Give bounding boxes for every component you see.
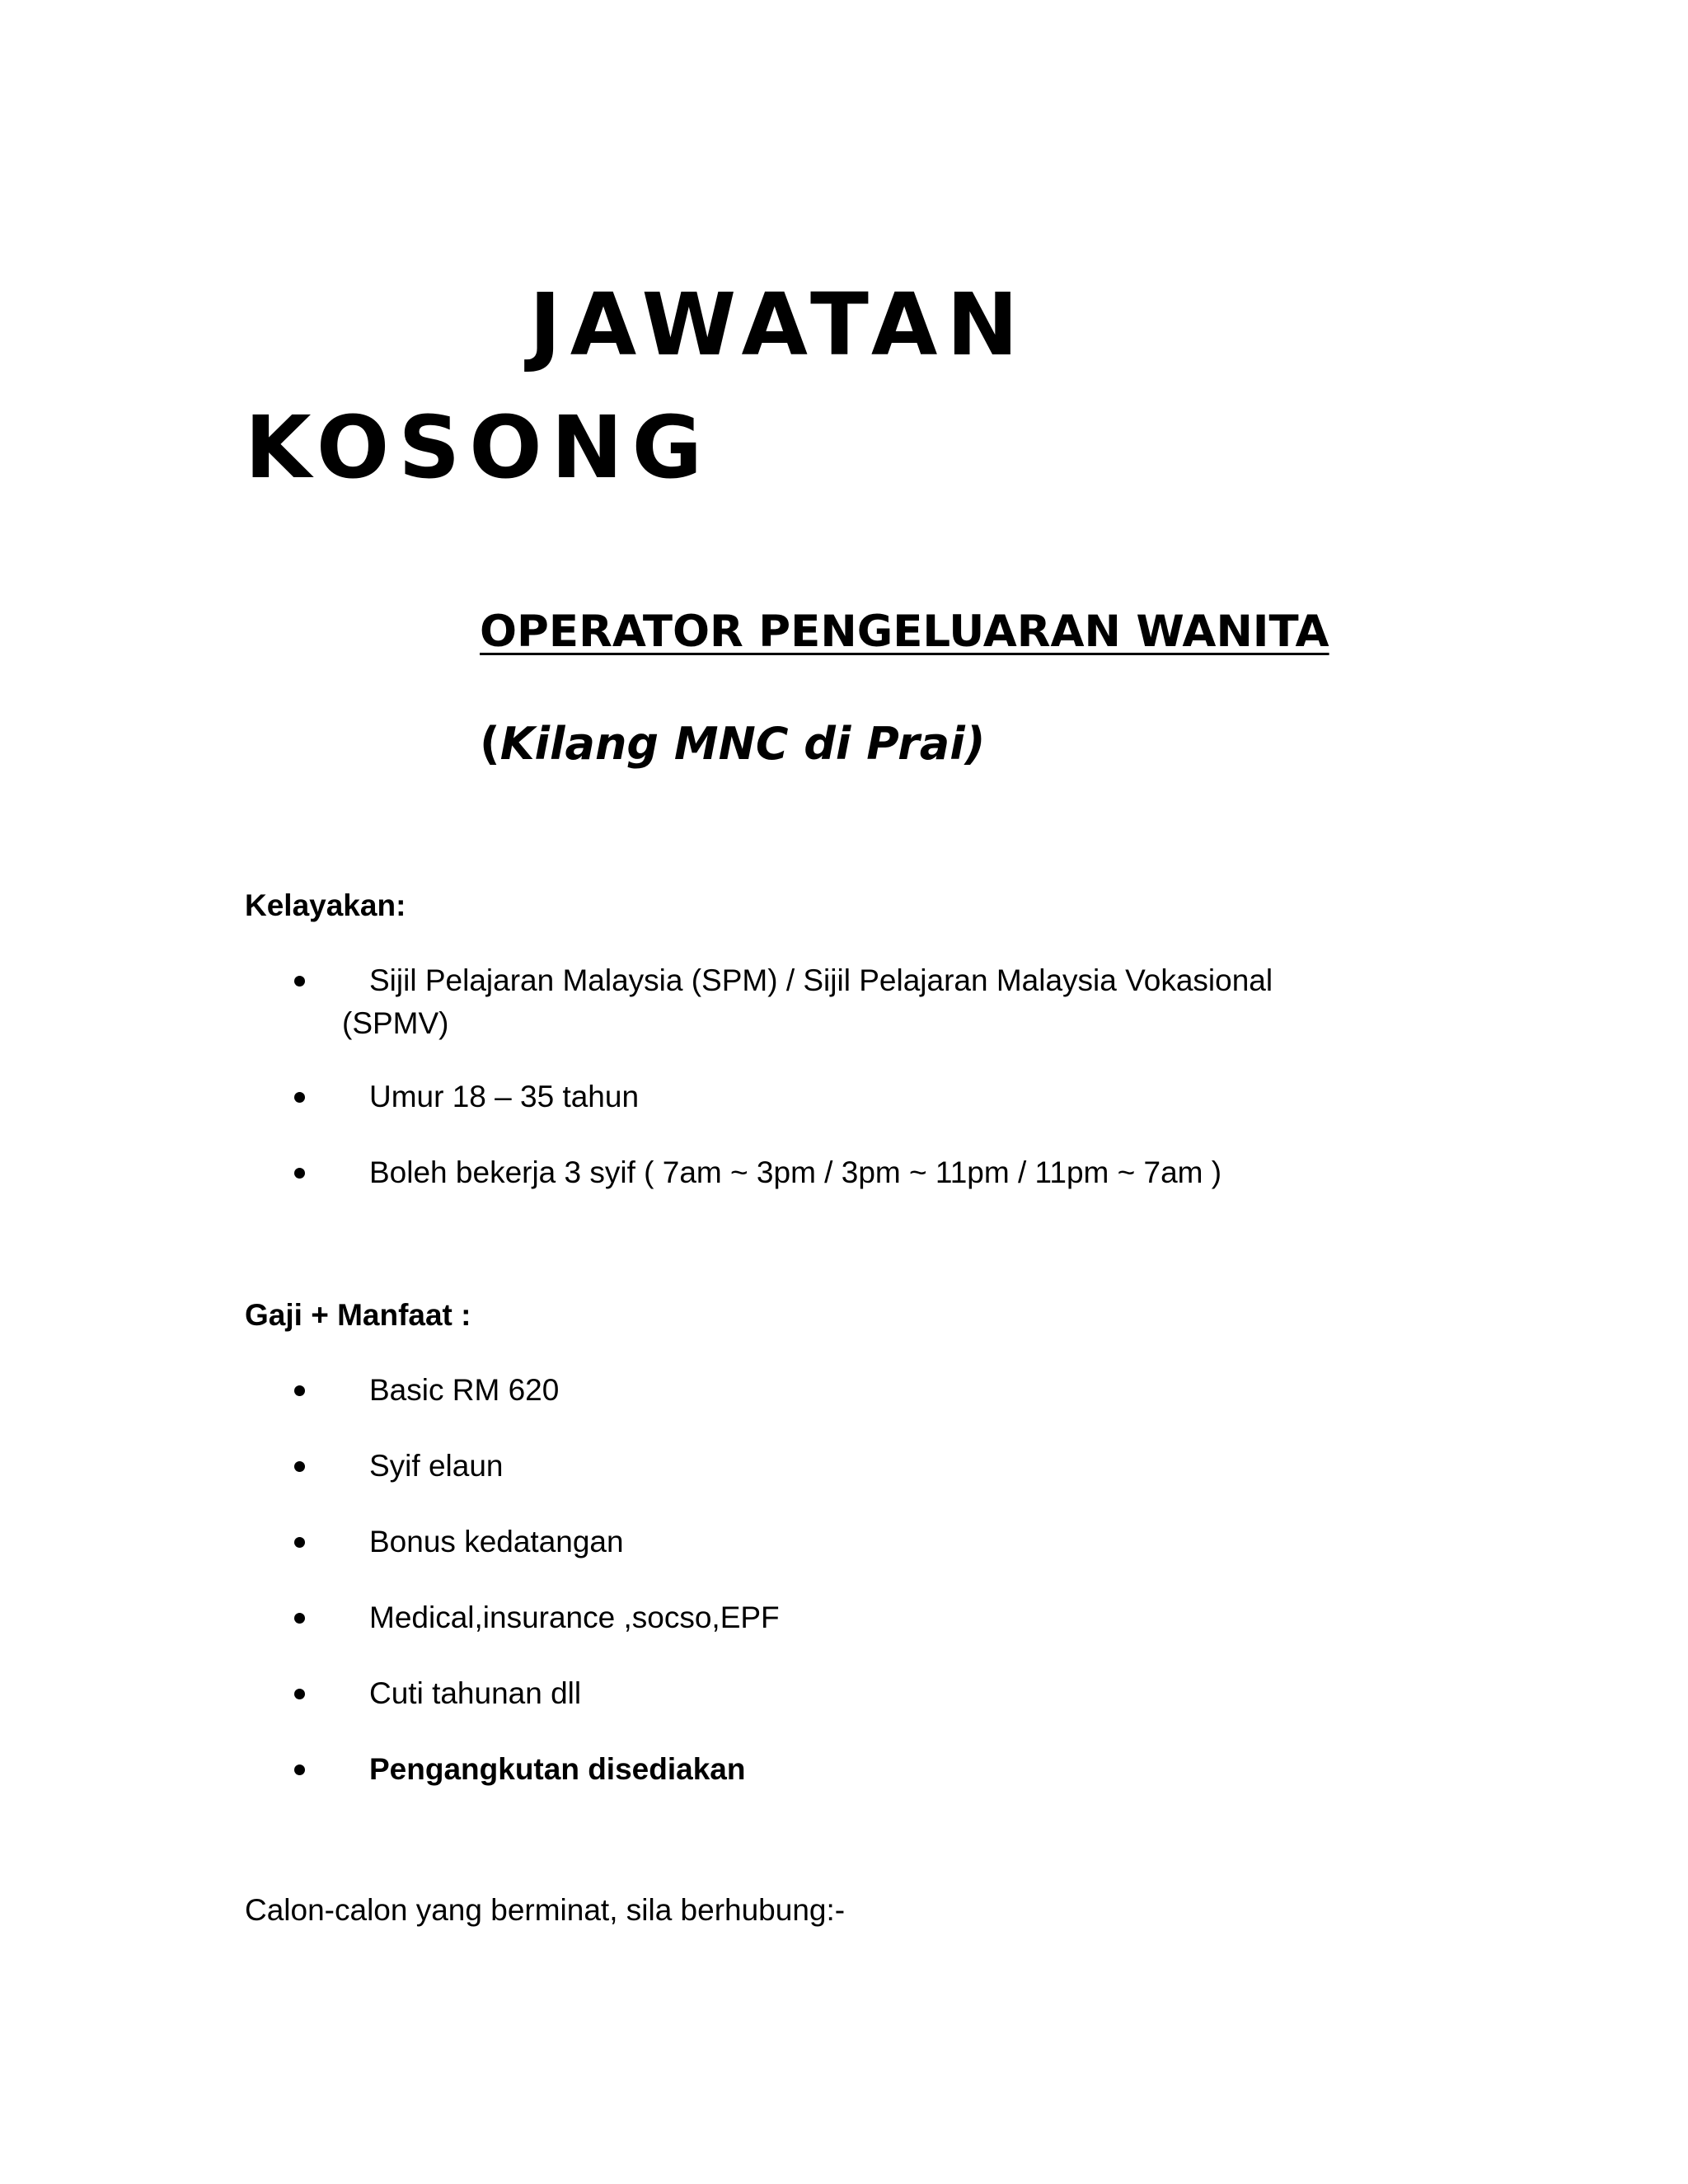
- bullet-icon: [294, 1765, 305, 1775]
- title-line-1: JAWATAN: [529, 274, 1028, 375]
- qualifications-heading: Kelayakan:: [245, 888, 406, 922]
- contact-line: Calon-calon yang berminat, sila berhubung:-: [245, 1893, 846, 1927]
- bullet-icon: [294, 1689, 305, 1699]
- benefits-heading: Gaji + Manfaat :: [245, 1298, 471, 1332]
- position-title: OPERATOR PENGELUARAN WANITA: [480, 607, 1329, 657]
- title-line-2: KOSONG: [245, 397, 712, 498]
- bullet-icon: [294, 1385, 305, 1396]
- bullet-icon: [294, 1092, 305, 1103]
- list-item-text: Basic RM 620: [369, 1373, 560, 1407]
- list-item-text-continued: (SPMV): [342, 1006, 449, 1040]
- bullet-icon: [294, 976, 305, 987]
- bullet-icon: [294, 1613, 305, 1624]
- list-item-text: Cuti tahunan dll: [369, 1676, 582, 1710]
- page-title: [245, 264, 1027, 509]
- list-item-text: Pengangkutan disediakan: [369, 1752, 746, 1786]
- list-item-text: Umur 18 – 35 tahun: [369, 1080, 640, 1113]
- location-note: [480, 719, 985, 768]
- location-text: Kilang MNC di Prai): [499, 718, 986, 770]
- list-item-text: Syif elaun: [369, 1449, 504, 1483]
- bullet-icon: [294, 1537, 305, 1548]
- list-item-text: Boleh bekerja 3 syif ( 7am ~ 3pm / 3pm ~ 11pm / 11pm ~ 7am ): [369, 1155, 1222, 1189]
- list-item-text: Bonus kedatangan: [369, 1525, 624, 1558]
- location-open-paren: (: [480, 718, 500, 770]
- list-item-text: Medical,insurance ,socso,EPF: [369, 1601, 780, 1634]
- list-item-text: Sijil Pelajaran Malaysia (SPM) / Sijil Pelajaran Malaysia Vokasional: [369, 963, 1273, 997]
- bullet-icon: [294, 1168, 305, 1179]
- bullet-icon: [294, 1461, 305, 1472]
